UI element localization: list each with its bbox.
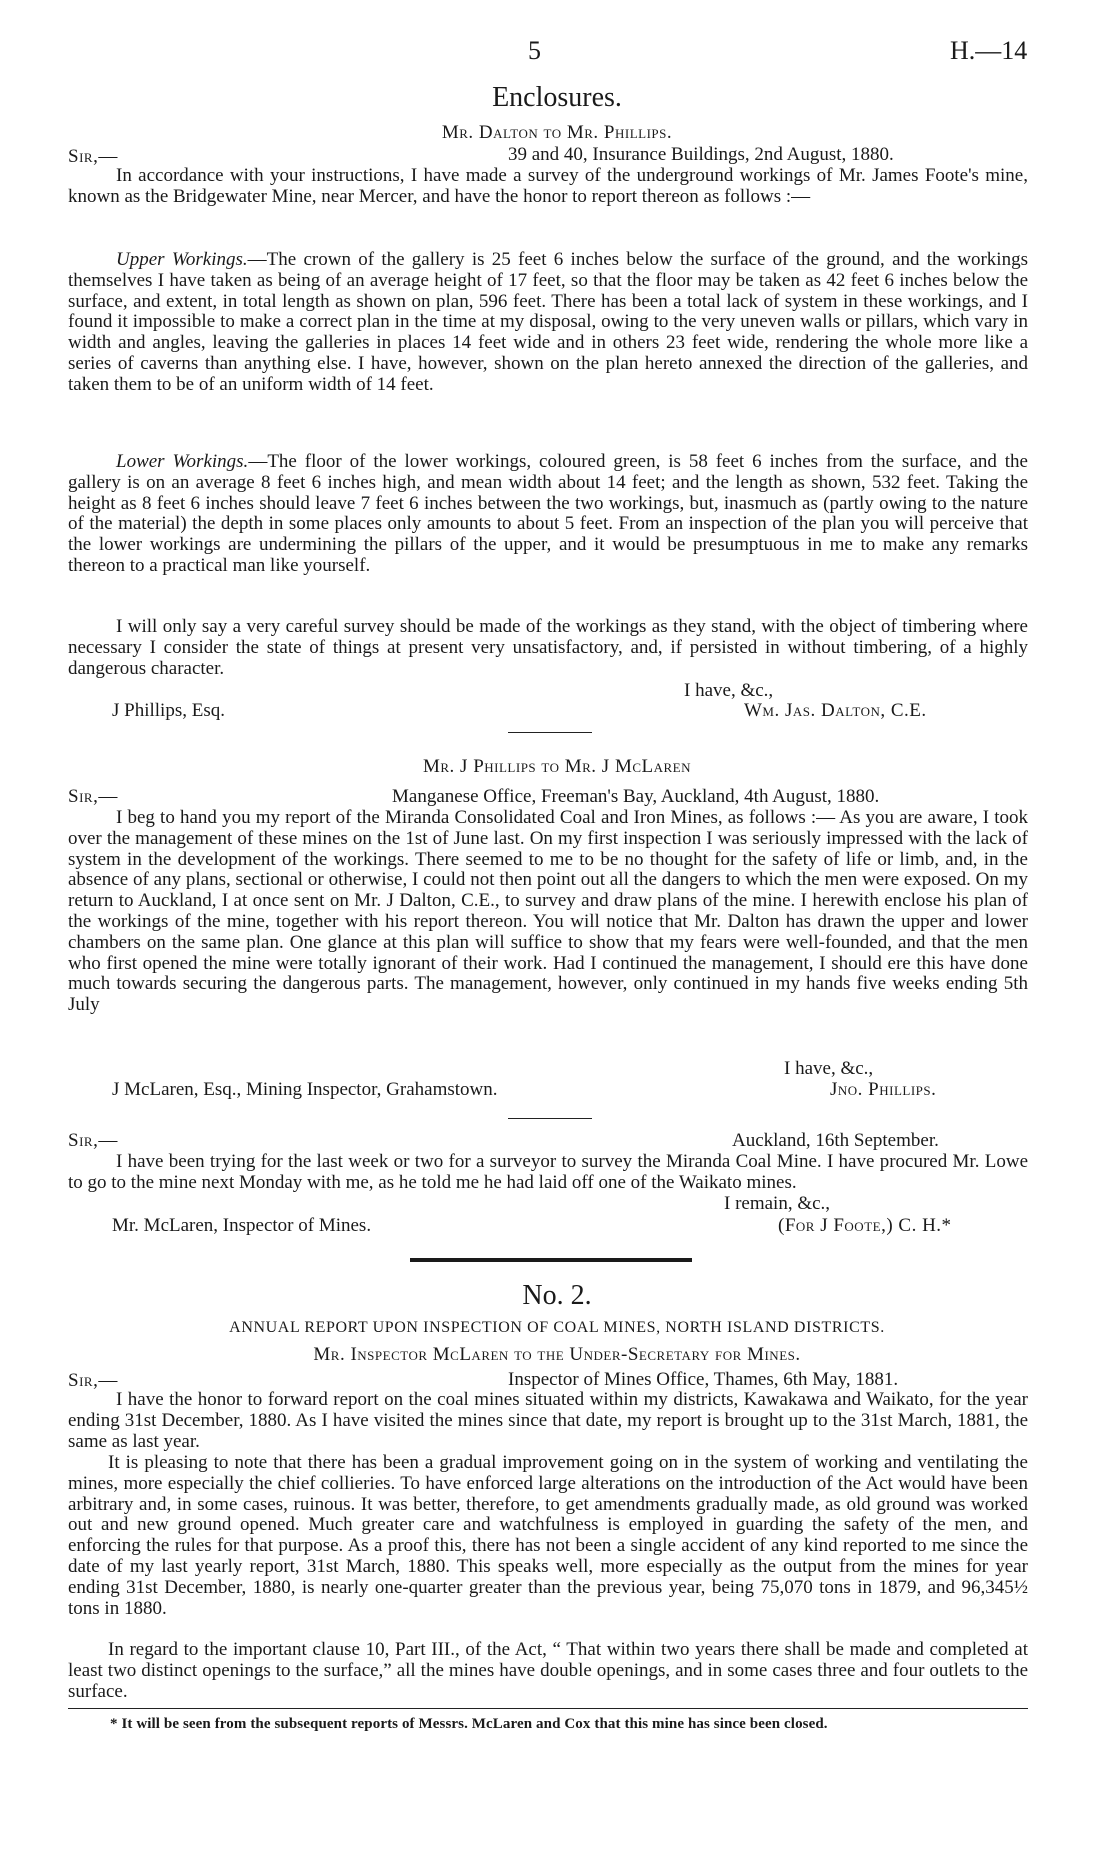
letter2-signature: Jno. Phillips. xyxy=(830,1079,937,1100)
letter3-signature: (For J Foote,) C. H.* xyxy=(778,1215,952,1236)
letter2-paragraph-1: I beg to hand you my report of the Miranda Consolidated Coal and Iron Mines, as follows :— As you are aware, I took over the management of these mines on the 1st of June last. On my first inspection I was seriously impressed with the lack of system in the development of the workings. There seemed to me to be no thought for the safety of life or limb, and, in the absence of any plans, sectional or otherwise, I could not then point out all the dangers to which the men were exposed. On my return to Auckland, I at once sent on Mr. J Dalton, C.E., to survey and draw plans of the mine. I herewith enclose his plan of the workings of the mine, together with his report thereon. You will notice that Mr. Dalton has drawn the upper and lower chambers on the same plan. One glance at this plan will suffice to show that my fears were well-founded, and that the men who first opened the mine were totally ignorant of their work. Had I continued the management, I should ere this have done much towards securing the dangerous parts. The management, however, only continued in my hands five weeks ending 5th July xyxy=(68,807,1028,1016)
letter1-salutation: Sir,— xyxy=(68,146,118,167)
footnote-rule xyxy=(68,1708,1028,1709)
letter1-signature: Wm. Jas. Dalton, C.E. xyxy=(744,700,927,721)
report-salutation: Sir,— xyxy=(68,1370,118,1391)
letter2-address-date: Manganese Office, Freeman's Bay, Auckland, 4th August, 1880. xyxy=(392,786,880,807)
report-title: ANNUAL REPORT UPON INSPECTION OF COAL MINES, NORTH ISLAND DISTRICTS. xyxy=(229,1319,885,1336)
letter1-closing: I have, &c., xyxy=(684,680,774,701)
letter2-closing: I have, &c., xyxy=(784,1058,874,1079)
letter2-salutation: Sir,— xyxy=(68,786,118,807)
letter3-address-date: Auckland, 16th September. xyxy=(732,1130,939,1151)
report-paragraph-3: In regard to the important clause 10, Part III., of the Act, “ That within two years there shall be made and completed at least two distinct openings to the surface,” all the mines have double openings, and in some cases three and four outlets to the surface. xyxy=(68,1639,1028,1702)
report-number: No. 2. xyxy=(522,1280,592,1311)
report-paragraph-1: I have the honor to forward report on the coal mines situated within my districts, Kawakawa and Waikato, for the year ending 31st December, 1880. As I have visited the mines since that date, my report is brought up to the 31st March, 1881, the same as last year. xyxy=(68,1389,1028,1452)
letter1-paragraph-1: In accordance with your instructions, I have made a survey of the underground workings of Mr. James Foote's mine, known as the Bridgewater Mine, near Mercer, and have the honor to report thereon as follows :— xyxy=(68,165,1028,207)
lower-workings-label: Lower Workings. xyxy=(116,451,249,472)
letter1-address-date: 39 and 40, Insurance Buildings, 2nd August, 1880. xyxy=(508,144,894,165)
upper-workings-label: Upper Workings. xyxy=(116,249,248,270)
report-paragraph-2: It is pleasing to note that there has been a gradual improvement going on in the system of working and ventilating the mines, more especially the chief collieries. To have enforced large alterations on the introduction of the Act would have been arbitrary and, in some cases, ruinous. It was better, therefore, to get amendments gradually made, as old ground was worked out and new ground opened. Much greater care and watchfulness is employed in guarding the safety of the men, and enforcing the rules for that purpose. As a proof this, there has not been a single accident of any kind reported to me since the date of my last yearly report, 31st March, 1880. This speaks well, more especially as the output from the mines for year ending 31st December, 1880, is nearly one-quarter greater than the previous year, being 75,070 tons in 1879, and 96,345½ tons in 1880. xyxy=(68,1452,1028,1619)
letter1-addressee: J Phillips, Esq. xyxy=(112,700,225,721)
report-heading: Mr. Inspector McLaren to the Under-Secretary for Mines. xyxy=(313,1344,801,1365)
report-address-date: Inspector of Mines Office, Thames, 6th May, 1881. xyxy=(508,1369,899,1390)
letter2-addressee: J McLaren, Esq., Mining Inspector, Grahamstown. xyxy=(112,1079,498,1100)
letter3-paragraph-1: I have been trying for the last week or two for a surveyor to survey the Miranda Coal Mine. I have procured Mr. Lowe to go to the mine next Monday with me, as he told me he had laid off one of the Waikato mines. xyxy=(68,1151,1028,1193)
separator-rule-1 xyxy=(508,732,592,733)
letter3-closing: I remain, &c., xyxy=(724,1193,831,1214)
footnote: * It will be seen from the subsequent reports of Messrs. McLaren and Cox that this mine has since been closed. xyxy=(110,1716,828,1732)
letter2-heading: Mr. J Phillips to Mr. J McLaren xyxy=(422,756,692,777)
document-reference: H.—14 xyxy=(950,36,1028,65)
letter1-paragraph-3: Lower Workings.—The floor of the lower workings, coloured green, is 58 feet 6 inches from the surface, and the gallery is on an average 8 feet 6 inches high, and mean width about 14 feet; and the length as shown, 532 feet. Taking the height as 8 feet 6 inches should leave 7 feet 6 inches between the two workings, but, inasmuch as (partly owing to the nature of the material) the depth in some places only amounts to about 5 feet. From an inspection of the plan you will perceive that the lower workings are undermining the pillars of the upper, and it would be presumptuous in me to make any remarks thereon to a practical man like yourself. xyxy=(68,451,1028,576)
separator-rule-2 xyxy=(508,1118,592,1119)
letter1-paragraph-4: I will only say a very careful survey should be made of the workings as they stand, with the object of timbering where necessary I consider the state of things at present very unsatisfactory, and, if persisted in without timbering, of a highly dangerous character. xyxy=(68,616,1028,679)
letter3-addressee: Mr. McLaren, Inspector of Mines. xyxy=(112,1215,372,1236)
page-number: 5 xyxy=(528,36,541,65)
letter3-salutation: Sir,— xyxy=(68,1130,118,1151)
letter1-heading: Mr. Dalton to Mr. Phillips. xyxy=(441,122,673,143)
enclosures-title: Enclosures. xyxy=(492,82,622,113)
letter1-paragraph-2: Upper Workings.—The crown of the gallery is 25 feet 6 inches below the surface of the ground, and the workings themselves I have taken as being of an average height of 17 feet, so that the floor may be taken as 42 feet 6 inches below the surface, and extent, in total length as shown on plan, 596 feet. There has been a total lack of system in these workings, and I found it impossible to make a correct plan in the time at my disposal, owing to the very uneven walls or pillars, which vary in width and angles, leaving the galleries in places 14 feet wide and in others 23 feet wide, rendering the whole more like a series of caverns than anything else. I have, however, shown on the plan hereto annexed the direction of the galleries, and taken them to be of an uniform width of 14 feet. xyxy=(68,249,1028,395)
ornamental-rule xyxy=(410,1258,692,1262)
